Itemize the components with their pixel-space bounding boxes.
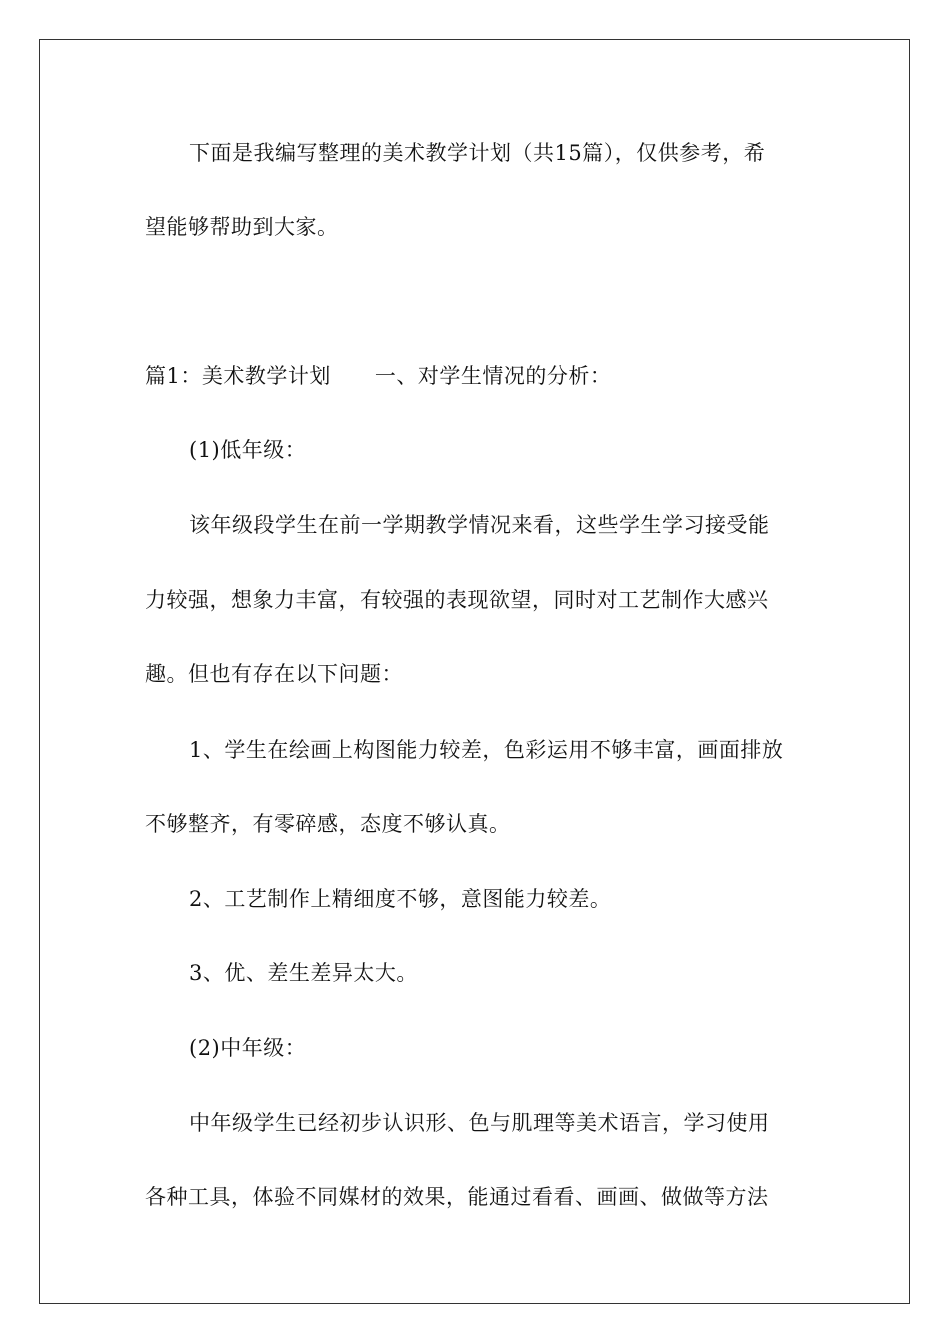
list-item-2: 2、工艺制作上精细度不够，意图能力较差。	[189, 887, 612, 911]
paragraph-line: 力较强，想象力丰富，有较强的表现欲望，同时对工艺制作大感兴	[145, 588, 769, 612]
list-item-3: 3、优、差生差异太大。	[189, 961, 418, 985]
list-item-1: 1、学生在绘画上构图能力较差，色彩运用不够丰富，画面排放	[189, 738, 784, 762]
heading-section-title: 一、对学生情况的分析：	[374, 364, 612, 388]
subheading-middle-grade: (2)中年级：	[189, 1036, 307, 1060]
paragraph-line: 中年级学生已经初步认识形、色与肌理等美术语言，学习使用	[189, 1111, 770, 1135]
intro-line-1: 下面是我编写整理的美术教学计划（共15篇），仅供参考，希	[189, 141, 766, 165]
paragraph-line: 不够整齐，有零碎感，态度不够认真。	[145, 812, 511, 836]
paragraph-line: 各种工具，体验不同媒材的效果，能通过看看、画画、做做等方法	[145, 1185, 769, 1209]
paragraph-line: 该年级段学生在前一学期教学情况来看，这些学生学习接受能	[189, 513, 770, 537]
subheading-low-grade: (1)低年级：	[189, 438, 307, 462]
section-heading	[145, 362, 611, 390]
paragraph-line: 趣。但也有存在以下问题：	[145, 662, 403, 686]
heading-part-title: 篇1：美术教学计划	[145, 364, 331, 388]
intro-line-2: 望能够帮助到大家。	[145, 215, 339, 239]
